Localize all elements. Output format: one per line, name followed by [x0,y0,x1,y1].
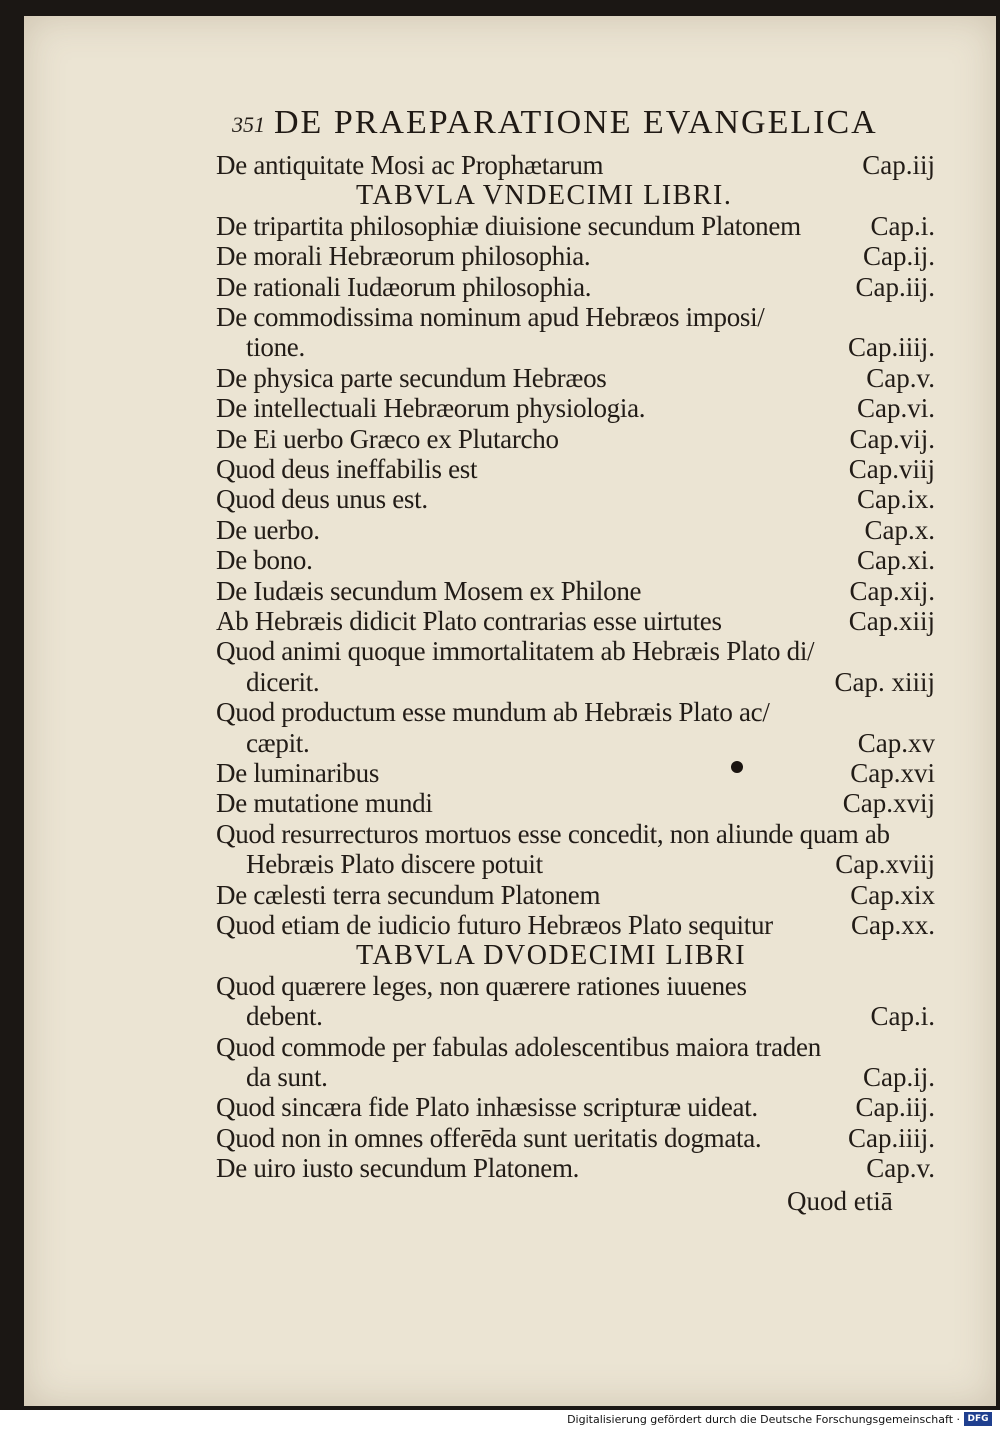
toc-entry: debent. [246,1001,323,1032]
chapter-number: Cap.i. [870,210,935,241]
chapter-number: Cap.x. [864,514,935,545]
toc-entry: Ab Hebræis didicit Plato contrarias esse uirtutes [216,606,722,636]
chapter-number: Cap.v. [866,1153,935,1184]
chapter-number: Cap.xviij [835,849,935,880]
toc-entry: Quod non in omnes offerēda sunt ueritatis dogmata. [216,1122,762,1153]
toc-entry: Quod etiam de iudicio futuro Hebræos Plato sequitur [216,910,773,940]
chapter-number: Cap.iij. [855,1092,935,1123]
chapter-number: Cap.xi. [857,545,935,576]
toc-entry: cæpit. [246,727,310,758]
dfg-logo: DFG [964,1412,992,1426]
page-number: 351 [232,112,265,137]
toc-entry: De physica parte secundum Hebræos [216,362,607,393]
chapter-number: Cap.ij. [863,241,935,272]
chapter-number: Cap.ix. [857,484,935,515]
toc-entry: De morali Hebræorum philosophia. [216,241,591,272]
chapter-number: Cap. xiiij [834,666,935,697]
toc-entry: Hebræis Plato discere potuit [246,849,543,880]
chapter-number: Cap.xvi [850,758,935,788]
running-head: DE PRAEPARATIONE EVANGELICA [274,104,878,141]
chapter-number: Cap.i. [870,1001,935,1032]
toc-entry: Quod resurrecturos mortuos esse concedit, non aliunde quam ab [216,818,890,849]
chapter-number: Cap.xix [850,879,935,910]
toc-entry: da sunt. [246,1062,328,1092]
toc-entry: De cælesti terra secundum Platonem [216,879,601,910]
chapter-number: Cap.xx. [851,910,935,940]
toc-entry: De mutatione mundi [216,788,433,819]
toc-entry: De luminaribus [216,758,380,788]
ink-blot [731,761,743,773]
chapter-number: Cap.xiij [848,606,935,636]
toc-entry: De tripartita philosophiæ diuisione secundum Platonem [216,210,801,241]
toc-entry: Quod deus unus est. [216,484,428,515]
funding-notice: Digitalisierung gefördert durch die Deutsche Forschungsgemeinschaft · [567,1413,960,1426]
chapter-number: Cap.iiij. [848,1122,935,1153]
toc-entry: De uiro iusto secundum Platonem. [216,1153,580,1184]
toc-entry: De rationali Iudæorum philosophia. [216,271,592,302]
toc-entry: Quod sincæra fide Plato inhæsisse scripturæ uideat. [216,1092,758,1123]
toc-entry: tione. [246,332,305,363]
chapter-number: Cap.xij. [849,575,935,606]
toc-entry: De commodissima nominum apud Hebræos imposi/ [216,302,765,332]
catchword: Quod etiā [787,1186,893,1216]
toc-entry: Quod deus ineffabilis est [216,454,478,484]
chapter-number: Cap.iij. [855,271,935,302]
chapter-number: Cap.viij [848,454,935,484]
toc-entry: Quod commode per fabulas adolescentibus maiora traden [216,1031,821,1062]
chapter-number: Cap.iij [862,150,935,180]
section-heading: TABVLA VNDECIMI LIBRI. [356,180,733,212]
chapter-number: Cap.xv [857,727,935,758]
toc-entry: Quod animi quoque immortalitatem ab Hebræis Plato di/ [216,636,815,667]
chapter-number: Cap.xvij [842,788,935,819]
toc-entry: dicerit. [246,666,320,697]
toc-entry: De antiquitate Mosi ac Prophætarum [216,150,604,180]
toc-entry: De Ei uerbo Græco ex Plutarcho [216,423,559,454]
toc-entry: De intellectuali Hebræorum physiologia. [216,393,646,424]
toc-entry: Quod quærere leges, non quærere rationes iuuenes [216,970,747,1001]
section-heading: TABVLA DVODECIMI LIBRI [356,940,747,972]
toc-entry: De uerbo. [216,514,320,545]
chapter-number: Cap.vi. [857,393,935,424]
toc-entry: Quod productum esse mundum ab Hebræis Plato ac/ [216,697,770,728]
toc-entry: De Iudæis secundum Mosem ex Philone [216,575,642,606]
toc-entry: De bono. [216,545,313,576]
chapter-number: Cap.v. [866,362,935,393]
chapter-number: Cap.vij. [849,423,935,454]
chapter-number: Cap.ij. [863,1062,935,1092]
chapter-number: Cap.iiij. [848,332,935,363]
